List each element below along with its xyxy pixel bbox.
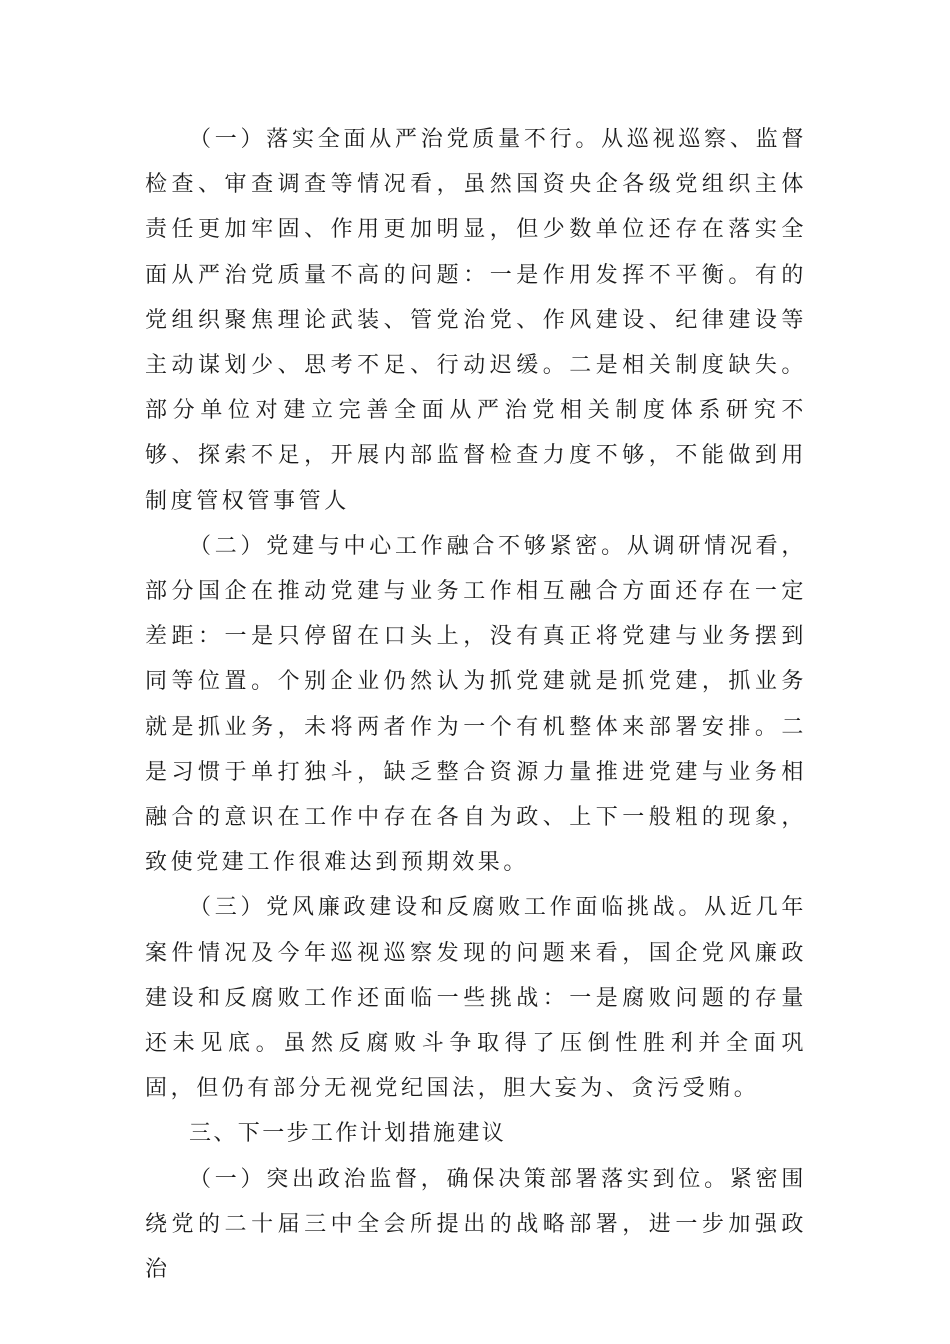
- paragraph-anti-corruption-challenges: （三）党风廉政建设和反腐败工作面临挑战。从近几年案件情况及今年巡视巡察发现的问题来看，国企党风廉政建设和反腐败工作还面临一些挑战：一是腐败问题的存量还未见底。虽然反腐败斗争取得了压倒性胜利并全面巩固，但仍有部分无视党纪国法，胆大妄为、贪污受贿。: [145, 895, 807, 1102]
- paragraph-party-building-integration: （二）党建与中心工作融合不够紧密。从调研情况看，部分国企在推动党建与业务工作相互融合方面还存在一定差距：一是只停留在口头上，没有真正将党建与业务摆到同等位置。个别企业仍然认为抓党建就是抓党建，抓业务就是抓业务，未将两者作为一个有机整体来部署安排。二是习惯于单打独斗，缺乏整合资源力量推进党建与业务相融合的意识在工作中存在各自为政、上下一般粗的现象，致使党建工作很难达到预期效果。: [145, 533, 807, 876]
- paragraph-political-supervision: （一）突出政治监督，确保决策部署落实到位。紧密围绕党的二十届三中全会所提出的战略部署，进一步加强政治: [145, 1166, 807, 1283]
- document-body: [145, 117, 807, 1292]
- section-heading-next-steps: 三、下一步工作计划措施建议: [189, 1121, 507, 1147]
- paragraph-party-discipline-quality: （一）落实全面从严治党质量不行。从巡视巡察、监督检查、审查调查等情况看，虽然国资央企各级党组织主体责任更加牢固、作用更加明显，但少数单位还存在落实全面从严治党质量不高的问题：一是作用发挥不平衡。有的党组织聚焦理论武装、管党治党、作风建设、纪律建设等主动谋划少、思考不足、行动迟缓。二是相关制度缺失。部分单位对建立完善全面从严治党相关制度体系研究不够、探索不足，开展内部监督检查力度不够，不能做到用制度管权管事管人: [145, 127, 807, 514]
